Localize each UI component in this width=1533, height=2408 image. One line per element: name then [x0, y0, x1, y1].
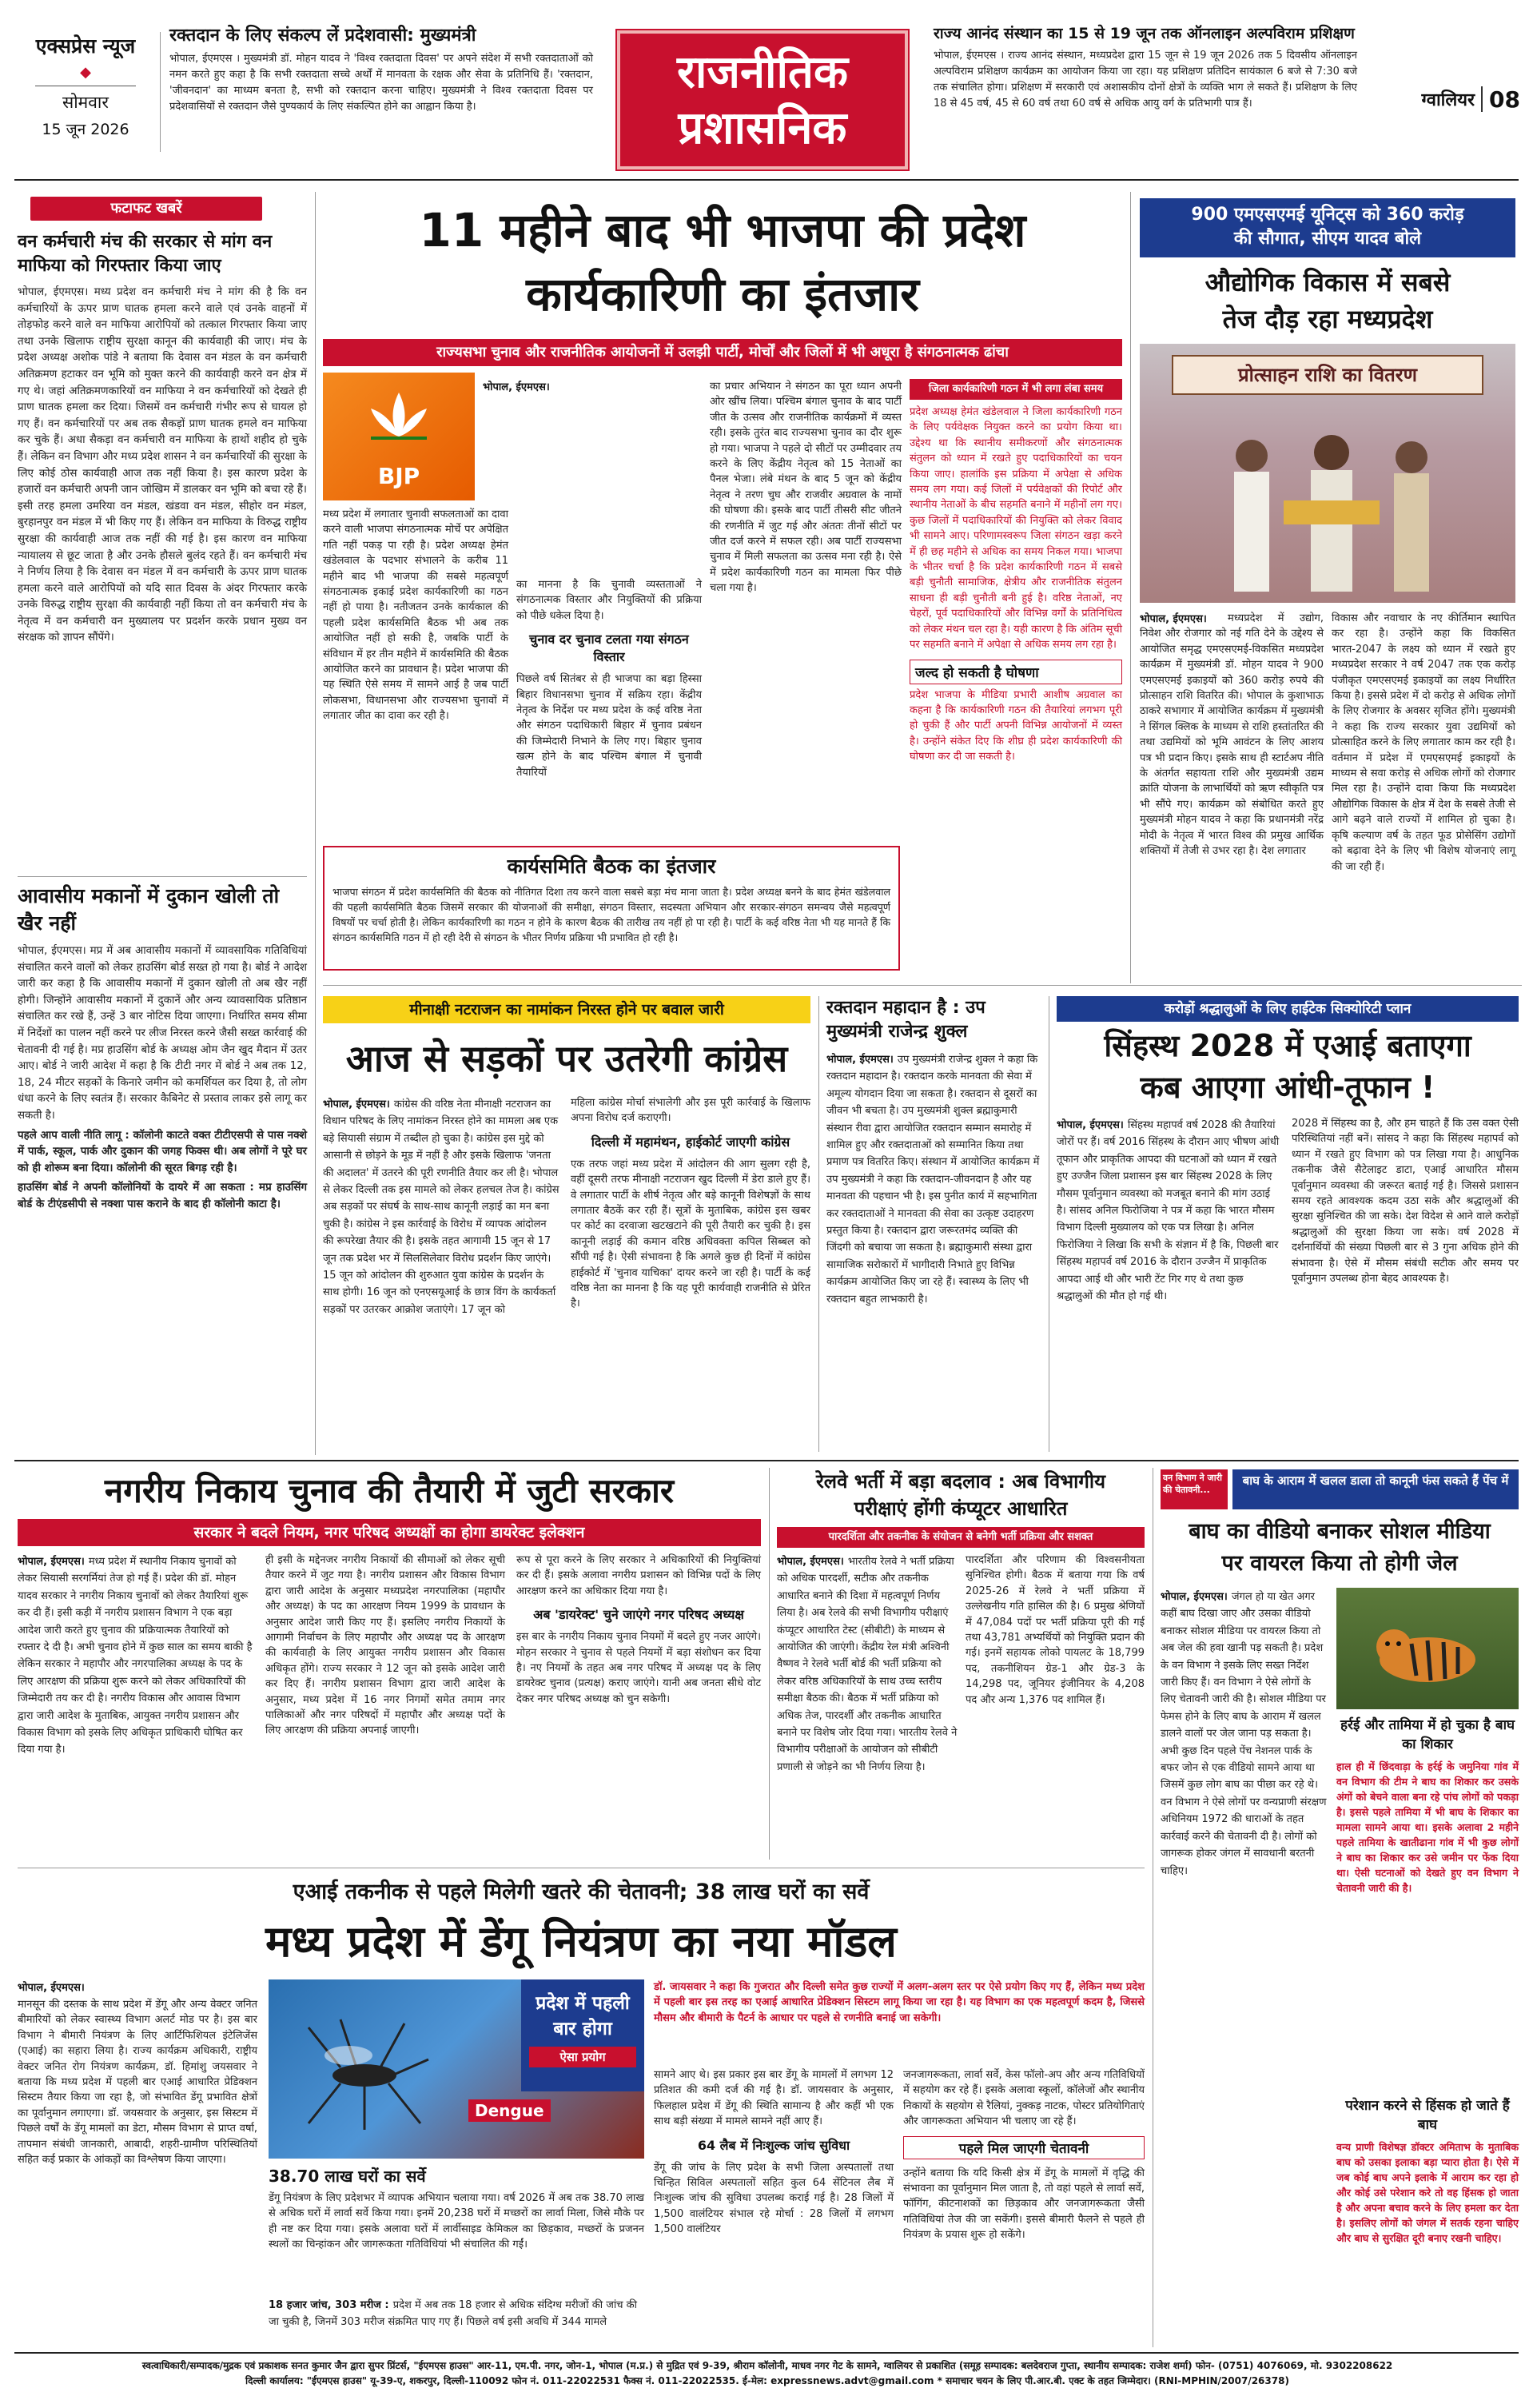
nagariya-col3: रूप से पूरा करने के लिए सरकार ने अधिकारियों की नियुक्तियां कर दी हैं। इसके अलावा नगरीय प्रशासन को विभिन्न पदों के लिए आरक्षण करने का अधिकार दिया गया है। अब 'डायरेक्ट' चुने जाएंगे नगर परिषद अध्यक्ष इस बार के नगरीय निकाय चुनाव नियमों में बदले हुए नजर आएंगे। मोहन सरकार ने चुनाव से पहले नियमों में बड़ा संशोधन कर दिया है। नए नियमों के तहत अब नगर परिषद में अध्यक्ष पद के लिए डायरेक्ट चुनाव (प्रत्यक्ष) कराए जाएंगे। यानी अब जनता सीधे वोट देकर नगर परिषद अध्यक्ष को चुन सकेगी। [516, 1554, 761, 1705]
railway-deck: पारदर्शिता और तकनीक के संयोजन से बनेगी भर्ती प्रक्रिया और सशक्त [777, 1527, 1145, 1548]
quick-news-label: फटाफट खबरें [30, 197, 262, 221]
tiger-sub-body: वन्य प्राणी विशेषज्ञ डॉक्टर अमिताभ के मुताबिक बाघ को उसका इलाका बड़ा प्यारा होता है। ऐसे में जब कोई बाघ अपने इलाके में आराम कर रहा हो और कोई उसे परेशान करे तो वह हिंसक हो जाता है और अपना बचाव करने के लिए हमला कर देता है। इसलिए लोगों को जंगल में सतर्क रहना चाहिए और बाघ से सुरक्षित दूरी बनाए रखनी चाहिए। [1336, 2141, 1519, 2244]
lead-headline [323, 198, 1122, 326]
masthead-right-headline: राज्य आनंद संस्थान का 15 से 19 जून तक ऑनलाइन अल्पविराम प्रशिक्षण [934, 25, 1355, 42]
dengue-headline: मध्य प्रदेश में डेंगू नियंत्रण का नया मॉडल [265, 1916, 897, 1967]
dengue-col1: भोपाल, ईएमएस। मानसून की दस्तक के साथ प्रदेश में डेंगू और अन्य वेक्टर जनित बीमारियों को लेकर स्वास्थ्य विभाग अलर्ट मोड पर है। इस बार विभाग ने बीमारी नियंत्रण के लिए आर्टिफिशियल इंटेलिजेंस (एआई) का सहारा लिया है। राज्य कार्यक्रम अधिकारी, राष्ट्रीय वेक्टर जनित रोग नियंत्रण कार्यक्रम, डॉ. हिमांशु जयसवार ने बताया कि मध्य प्रदेश में पहली बार एआई आधारित प्रेडिक्शन सिस्टम तैयार किया जा रहा है, जो संभावित डेंगू प्रभावित क्षेत्रों का पूर्वानुमान लगाएगा। डॉ. जयसवार के अनुसार, इस सिस्टम में पिछले वर्षों के डेंगू मामलों का डेटा, मौसम विभाग से प्राप्त वर्षा, तापमान संबंधी जानकारी, आबादी, शहरी-ग्रामीण परिस्थितियों सहित कई प्रकार के आंकड़ों का विश्लेषण किया जाएगा। [18, 1982, 257, 2167]
congress-col1: भोपाल, ईएमएस। कांग्रेस की वरिष्ठ नेता मीनाक्षी नटराजन का विधान परिषद के लिए नामांकन निरस्त होने का मामला अब एक बड़े सियासी संग्राम में तब्दील हो चुका है। कांग्रेस इस मुद्दे को आसानी से छोड़ने के मूड में नहीं है और इसके खिलाफ 'जनता की अदालत' में उतरने की पूरी रणनीति तैयार कर ली है। भोपाल से लेकर दिल्ली तक इस मामले को लेकर हलचल तेज है। कांग्रेस अब सड़कों पर संघर्ष के साथ-साथ कानूनी लड़ाई का मन बना चुकी है। कांग्रेस ने इस कार्रवाई के विरोध में व्यापक आंदोलन की रूपरेखा तैयार की है। इसके तहत आगामी 15 जून से 17 जून तक प्रदेश भर में सिलसिलेवार विरोध प्रदर्शन किए जाएंगे। 15 जून को आंदोलन की शुरुआत युवा कांग्रेस के प्रदर्शन के साथ होगी। 16 जून को एनएसयूआई के छात्र विंग के कार्यकर्ता सड़कों पर उतरकर आक्रोश जताएंगे। 17 जून को [323, 1098, 559, 1316]
housing-sub2: हाउसिंग बोर्ड ने अपनी कॉलोनियों के दायरे में आ सकता : मप्र हाउसिंग बोर्ड के टीएंडसीपी से नक्शा पास कराने के बाद ही कॉलोनी काटा है। [18, 1182, 307, 1210]
masthead-left-story [169, 22, 593, 115]
dengue-kicker: एआई तकनीक से पहले मिलेगी खतरे की चेतावनी; 38 लाख घरों का सर्वे [293, 1880, 870, 1904]
nagariya-col2: ही इसी के मद्देनजर नगरीय निकायों की सीमाओं को लेकर सूची तैयार करने में जुट गया है। नगरीय प्रशासन और विकास विभाग द्वारा जारी आदेश के अनुसार मध्यप्रदेश नगरपालिका (महापौर और अध्यक्ष) के पद का आरक्षण नियम 1999 के प्रावधान के अनुसार आदेश जारी किए गए हैं। इसलिए नगरीय निकायों के आगामी निर्वाचन के लिए महापौर और अध्यक्ष पद के आरक्षण की कार्यवाही के लिए आयुक्त नगरीय प्रशासन और विकास अधिकृत होंगे। राज्य सरकार ने 12 जून को इसके आदेश जारी कर दिए हैं। नगरीय प्रशासन विभाग द्वारा जारी आदेश के अनुसार, मध्य प्रदेश में 16 नगर निगमों समेत तमाम नगर पालिकाओं और नगर परिषदों में महापौर और अध्यक्ष पदों के लिए आरक्षण की प्रक्रिया अपनाई जाएगी। [265, 1554, 505, 1737]
lead-side-body: प्रदेश अध्यक्ष हेमंत खंडेलवाल ने जिला कार्यकारिणी गठन के लिए पर्यवेक्षक नियुक्त करने का प्रयोग किया था। उद्देश्य था कि स्थानीय समीकरणों और संगठनात्मक संतुलन को ध्यान में रखते हुए पदाधिकारियों का चयन किया जाए। हालांकि इस प्रक्रिया में अपेक्षा से अधिक समय लग गया। कई जिलों में पर्यवेक्षकों की रिपोर्ट और स्थानीय नेताओं के बीच सहमति बनाने में महीनों लग गए। कुछ जिलों में पदाधिकारियों की नियुक्ति को लेकर विवाद भी सामने आए। परिणामस्वरूप जिला संगठन खड़ा करने में ही छह महीने से अधिक का समय निकल गया। भाजपा के भीतर चर्चा है कि प्रदेश कार्यकारिणी गठन में सबसे बड़ी चुनौती सामाजिक, क्षेत्रीय और राजनीतिक संतुलन साधना ही बड़ी चुनौती बनी हुई है। वरिष्ठ नेताओं, नए चेहरों, पूर्व पदाधिकारियों और विभिन्न वर्गों के प्रतिनिधित्व को लेकर मंथन चल रहा है। यही कारण है कि अंतिम सूची पर सहमति बनाने में अपेक्षा से अधिक समय लग रहा है। [910, 406, 1122, 652]
bjp-photo-label: BJP [377, 463, 420, 489]
congress-col2: महिला कांग्रेस मोर्चा संभालेगी और इस पूरी कार्रवाई के खिलाफ अपना विरोध दर्ज कराएगी। दिल्ली में महामंथन, हाईकोर्ट जाएगी कांग्रेस एक तरफ जहां मध्य प्रदेश में आंदोलन की आग सुलग रही है, वहीं दूसरी तरफ मीनाक्षी नटराजन खुद दिल्ली में डेरा डाले हुए हैं। वे लगातार पार्टी के शीर्ष नेतृत्व और बड़े कानूनी विशेषज्ञों के साथ लगातार बैठकें कर रही हैं। सूत्रों के मुताबिक, कांग्रेस इस खबर पर कोर्ट का दरवाजा खटखटाने की पूरी तैयारी कर चुकी है। इस कानूनी लड़ाई की कमान वरिष्ठ अधिवक्ता कपिल सिब्बल को सौंपी गई है। ऐसी संभावना है कि अगले कुछ ही दिनों में कांग्रेस हाईकोर्ट में 'चुनाव याचिका' दायर करने जा रही है। पार्टी के कई वरिष्ठ नेता का मानना है कि यह पूरी कार्यवाही राजनीति से प्रेरित है। [571, 1097, 810, 1310]
simhastha-headline: सिंहस्थ 2028 में एआई बताएगा कब आएगा आंधी-तूफान ! [1104, 1028, 1471, 1105]
railway-col1: भोपाल, ईएमएस। भारतीय रेलवे ने भर्ती प्रक्रिया को अधिक पारदर्शी, सटीक और तकनीक आधारित बनाने की दिशा में महत्वपूर्ण निर्णय लिया है। अब रेलवे की सभी विभागीय परीक्षाएं कंप्यूटर आधारित टेस्ट (सीबीटी) के माध्यम से आयोजित की जाएंगी। केंद्रीय रेल मंत्री अश्विनी वैष्णव ने रेलवे भर्ती बोर्ड की भर्ती प्रक्रिया को लेकर वरिष्ठ अधिकारियों के साथ उच्च स्तरीय समीक्षा बैठक की। बैठक में भर्ती प्रक्रिया को अधिक तेज, पारदर्शी और तकनीक आधारित बनाने पर विशेष जोर दिया गया। भारतीय रेलवे ने विभागीय परीक्षाओं के आयोजन को सीबीटी प्रणाली से जोड़ने का भी निर्णय लिया है। [777, 1556, 958, 1773]
footer-line1: स्वत्वाधिकारी/सम्पादक/मुद्रक एवं प्रकाशक सनत कुमार जैन द्वारा सुपर प्रिंटर्स, "ईएमएस हाउस" आर-11, एम.पी. नगर, जोन-1, भोपाल (म.प्र.) से मुद्रित एवं 9-39, श्रीराम कॉलोनी, माधव नगर गेट के सामने, ग्वालियर से प्रकाशित (समूह सम्पादक: बलदेवराज गुप्ता, स्थानीय सम्पादक: राजेश शर्मा) फोन- (0751) 4076069, मो. 9302208622 [141, 2360, 1393, 2371]
nagariya-col1: भोपाल, ईएमएस। मध्य प्रदेश में स्थानीय निकाय चुनावों को लेकर सियासी सरगर्मियां तेज हो गई हैं। प्रदेश की डॉ. मोहन यादव सरकार ने नगरीय निकाय चुनावों को लेकर तैयारियां शुरू कर दी हैं। इसी कड़ी में नगरीय प्रशासन विभाग ने एक बड़ा आदेश जारी करते हुए चुनाव की प्रक्रियात्मक तैयारियों को रफ्तार दे दी है। अभी चुनाव होने में कुछ साल का समय बाकी है लेकिन सरकार ने महापौर और नगरपालिका अध्यक्ष के पद के लिए आरक्षण की प्रक्रिया शुरू करने को लेकर अधिकारियों की जिम्मेदारी तय कर दी है। नगरीय विकास और आवास विभाग द्वारा जारी आदेश के मुताबिक, आयुक्त नगरीय प्रशासन और विकास विभाग को इसके लिए अधिकृत प्राधिकारी घोषित कर दिया गया है। [18, 1556, 253, 1756]
msme-col1: मध्यप्रदेश में उद्योग, निवेश और रोजगार को नई गति देने के उद्देश्य से आयोजित समृद्ध एमएसएमई-विकसित मध्यप्रदेश कार्यक्रम में मुख्यमंत्री डॉ. मोहन यादव ने 900 एमएसएमई इकाइयों को 360 करोड़ रुपये की प्रोत्साहन राशि वितरित की। भोपाल के कुशाभाऊ ठाकरे सभागार में आयोजित कार्यक्रम में मुख्यमंत्री ने सिंगल क्लिक के माध्यम से राशि हस्तांतरित की तथा उद्यमियों को भूमि आवंटन के लिए आशय पत्र भी प्रदान किए। इसके साथ ही स्टार्टअप नीति के अंतर्गत सहायता राशि और मुख्यमंत्री उद्यम क्रांति योजना के लाभार्थियों को ऋण स्वीकृति पत्र भी सौंपे गए। कार्यक्रम को संबोधित करते हुए मुख्यमंत्री मोहन यादव ने कहा कि प्रधानमंत्री नरेंद्र मोदी के नेतृत्व में भारत विश्व की प्रमुख आर्थिक शक्तियों में तेजी से उभर रहा है। देश लगातार [1140, 612, 1324, 858]
lead-box-title: कार्यसमिति बैठक का इंतजार [507, 855, 716, 878]
brand-ornament-icon: ◆ [80, 64, 91, 81]
congress-kicker: मीनाक्षी नटराजन का नामांकन निरस्त होने पर बवाल जारी [323, 996, 810, 1023]
lead-col3: का प्रचार अभियान ने संगठन का पूरा ध्यान अपनी ओर खींच लिया। पश्चिम बंगाल चुनाव के बाद पार्टी जीत के उत्सव और राजनीतिक कार्यक्रमों में व्यस्त रही। इसके तुरंत बाद राज्यसभा चुनाव का दौर शुरू हो गया। भाजपा ने पहले दो सीटों पर उम्मीदवार तय करने के लिए केंद्रीय नेतृत्व को 15 नेताओं का पैनल भेजा। लंबे मंथन के बाद 5 जून को केंद्रीय नेतृत्व ने तरण चुघ और राजवीर अग्रवाल के नामों की घोषणा की। इसके बाद पार्टी तीसरी सीट जीतने की रणनीति में जुट गई और अंततः तीनों सीटों पर जीत दर्ज करने में सफल रही। अब पार्टी राज्यसभा चुनाव में मिली सफलता का उत्सव मना रही है। ऐसे में प्रदेश कार्यकारिणी गठन का मामला फिर पीछे चला गया है। [710, 381, 902, 595]
lead-side-sub-body: प्रदेश भाजपा के मीडिया प्रभारी आशीष अग्रवाल का कहना है कि कार्यकारिणी गठन की तैयारियां लगभग पूरी हो चुकी हैं और पार्टी अपनी विभिन्न आयोजनों में व्यस्त है। उन्होंने संकेत दिए कि शीघ्र ही प्रदेश कार्यकारिणी की घोषणा कर दी जा सकती है। [910, 688, 1122, 763]
dengue-sub4: पहले मिल जाएगी चेतावनी [903, 2136, 1145, 2159]
simhastha-col1: भोपाल, ईएमएस। सिंहस्थ महापर्व वर्ष 2028 की तैयारियां जोरों पर हैं। वर्ष 2016 सिंहस्थ के दौरान आए भीषण आंधी तूफान और प्राकृतिक आपदा की घटनाओं को ध्यान में रखते हुए उज्जैन जिला प्रशासन इस बार सिंहस्थ 2028 के लिए मौसम पूर्वानुमान व्यवस्था को मजबूत बनाने की मांग उठाई है। सांसद अनिल फिरोजिया ने पत्र में कहा कि भारत मौसम विभाग दिल्ली मुख्यालय को एक पत्र लिखा है। अनिल फिरोजिया ने लिखा कि सभी के संज्ञान में है कि, पिछली बार सिंहस्थ महापर्व वर्ष 2016 के दौरान उज्जैन में प्राकृतिक आपदा आई थी और भारी टेंट गिर गए थे तथा कुछ श्रद्धालुओं की मौत हो गई थी। [1057, 1119, 1280, 1303]
dengue-sub3: 64 लैब में निःशुल्क जांच सुविधा [697, 2137, 850, 2153]
page-number: 08 [1489, 86, 1520, 113]
dengue-sub1-body: डेंगू नियंत्रण के लिए प्रदेशभर में व्यापक अभियान चलाया गया। वर्ष 2026 में अब तक 38.70 लाख से अधिक घरों में लार्वा सर्वे किया गया। इनमें 20,238 घरों में मच्छरों का लार्वा मिला, जिसे मौके पर ही नष्ट कर दिया गया। इसके अलावा घरों में लार्वीसाइड केमिकल का छिड़काव, मच्छरों के प्रजनन स्थलों का चिन्हांकन और जागरूकता गतिविधियां भी संचालित की गईं। [269, 2192, 644, 2251]
lead-side-sub: जल्द हो सकती है घोषणा [910, 660, 1122, 684]
lead-headline-line2: कार्यकारिणी का इंतजार [526, 267, 919, 321]
date-label: 15 जून 2026 [42, 121, 129, 138]
msme-headline: औद्योगिक विकास में सबसे तेज दौड़ रहा मध्यप्रदेश [1204, 267, 1451, 334]
masthead-left-headline: रक्तदान के लिए संकल्प लें प्रदेशवासी: मुख्यमंत्री [169, 26, 476, 46]
tiger-sub: परेशान करने से हिंसक हो जाते हैं बाघ [1345, 2098, 1510, 2133]
bjp-photo [323, 373, 475, 500]
msme-kicker: 900 एमएसएमई यूनिट्स को 360 करोड़ की सौगात, सीएम यादव बोले [1140, 198, 1515, 257]
housing-story [18, 883, 307, 1214]
nagariya-sub: अब 'डायरेक्ट' चुने जाएंगे नगर परिषद अध्यक्ष [533, 1607, 744, 1623]
nagariya-headline: नगरीय निकाय चुनाव की तैयारी में जुटी सरकार [104, 1471, 675, 1510]
congress-headline: आज से सड़कों पर उतरेगी कांग्रेस [345, 1037, 788, 1080]
msme-event-photo [1140, 344, 1515, 603]
brand-block [18, 32, 153, 152]
lead-dateline: भोपाल, ईएमएस। [483, 381, 550, 393]
masthead-right-story [934, 22, 1357, 112]
footer [18, 2358, 1517, 2389]
tiger-kicker: बाघ के आराम में खलल डाला तो कानूनी फंस सकते हैं पेंच में [1232, 1469, 1519, 1509]
housing-headline: आवासीय मकानों में दुकान खोली तो खैर नहीं [18, 884, 280, 935]
dengue-photo-label: Dengue [468, 2099, 551, 2122]
masthead-right-body: भोपाल, ईएमएस । राज्य आनंद संस्थान, मध्यप्रदेश द्वारा 15 जून से 19 जून 2026 तक 5 दिवसीय ऑनलाइन अल्पविराम प्रशिक्षण कार्यक्रम का आयोजन किया जा रहा। यह प्रशिक्षण प्रतिदिन सायंकाल 6 बजे से 7:30 बजे तक संचालित होगा। प्रशिक्षण में सरकारी एवं अशासकीय दोनों क्षेत्रों के व्यक्ति भाग ले सकते हैं। प्रशिक्षण के लिए 18 से 45 वर्ष, 45 से 60 वर्ष तथा 60 वर्ष से अधिक आयु वर्ग के प्रतिभागी पात्र हैं। [934, 50, 1357, 110]
msme-dateline: भोपाल, ईएमएस। [1140, 613, 1207, 625]
forest-story [18, 230, 307, 647]
tiger-headline: बाघ का वीडियो बनाकर सोशल मीडिया पर वायरल किया तो होगी जेल [1189, 1519, 1491, 1576]
city-name: ग्वालियर [1421, 90, 1475, 110]
bjp-lotus-icon [363, 389, 435, 445]
lead-sub-a: चुनाव दर चुनाव टलता गया संगठन विस्तार [529, 632, 689, 665]
lead-col1: मध्य प्रदेश में लगातार चुनावी सफलताओं का दावा करने वाली भाजपा संगठनात्मक मोर्चे पर अपेक्षित गति नहीं पकड़ पा रही है। प्रदेश अध्यक्ष हेमंत खंडेलवाल के पदभार संभालने के करीब 11 महीने बाद भी भाजपा की सबसे महत्वपूर्ण संगठनात्मक इकाई प्रदेश कार्यकारिणी का गठन नहीं हो पाया है। नतीजतन उनके कार्यकाल की पहली प्रदेश कार्यसमिति बैठक भी अब तक आयोजित नहीं हो सकी है, जबकि पार्टी के संविधान में हर तीन महीने में कार्यसमिति की बैठक आयोजित करने का प्रावधान है। प्रदेश भाजपा की यह स्थिति ऐसे समय में सामने आई है जब पार्टी लोकसभा, विधानसभा और राज्यसभा चुनावों में लगातार जीत का दावा कर रही है। [323, 508, 508, 723]
simhastha-kicker: करोड़ों श्रद्धालुओं के लिए हाईटेक सिक्योरिटी प्लान [1057, 996, 1519, 1022]
footer-line2: दिल्ली कार्यालय: "ईएमएस हाउस" यू-39-ए, शकरपुर, दिल्ली-110092 फोन नं. 011-22022531 फैक्स नं. 011-22022535. ई-मेल: expressnews.advt@gmail.com * समाचार चयन के लिए पी.आर.बी. एक्ट के तहत जिम्मेदार। (RNI-MPHIN/2007/26378) [245, 2375, 1289, 2386]
dengue-poster: प्रदेश में पहली बार होगा ऐसा प्रयोग [521, 1979, 644, 2091]
lead-deck: राज्यसभा चुनाव और राजनीतिक आयोजनों में उलझी पार्टी, मोर्चों और जिलों में भी अधूरा है संगठनात्मक ढांचा [323, 339, 1122, 366]
lead-headline-line1: 11 महीने बाद भी भाजपा की प्रदेश [419, 203, 1026, 257]
mosquito-icon [293, 2011, 436, 2131]
lead-box-body: भाजपा संगठन में प्रदेश कार्यसमिति की बैठक को नीतिगत दिशा तय करने वाला सबसे बड़ा मंच माना जाता है। प्रदेश अध्यक्ष बनने के बाद हेमंत खंडेलवाल की पहली कार्यसमिति बैठक जिसमें सरकार की योजनाओं की समीक्षा, संगठन विस्तार, सदस्यता अभियान और सरकार-संगठन समन्वय जैसे महत्वपूर्ण विषयों पर चर्चा होती है। लेकिन कार्यकारिणी का गठन न होने के कारण बैठक की तारीख तय नहीं हो पा रही है। पार्टी के कई वरिष्ठ नेता भी यह मानते हैं कि संगठन कार्यसमिति गठन में हो रही देरी से संगठन के भीतर निर्णय प्रक्रिया भी प्रभावित हो रही है। [332, 886, 890, 943]
dengue-col2-top: डॉ. जायसवार ने कहा कि गुजरात और दिल्ली समेत कुछ राज्यों में अलग-अलग स्तर पर ऐसे प्रयोग किए गए हैं, लेकिन मध्य प्रदेश में पहली बार इस तरह का एआई आधारित प्रेडिक्शन सिस्टम लागू किया जा रहा है। यह विभाग का एक महत्वपूर्ण कदम है, जिससे मौसम और बीमारी के पैटर्न के आधार पर पहले से रणनीति बनाई जा सकेगी। [654, 1981, 1145, 2024]
simhastha-col2: 2028 में सिंहस्थ का है, और हम चाहते हैं कि उस वक्त ऐसी परिस्थितियां नहीं बनें। सांसद ने कहा कि सिंहस्थ महापर्व को ध्यान में रखते हुए विभाग को पत्र लिखा गया है। आधुनिक तकनीक जैसे सैटेलाइट डाटा, एआई आधारित मौसम पूर्वानुमान व्यवस्था की जरूरत बताई गई है। जिससे प्रशासन समय रहते आवश्यक कदम उठा सके और श्रद्धालुओं की सुरक्षा सुनिश्चित की जा सके। देश विदेश से आने वाले करोड़ों श्रद्धालुओं की सुरक्षा किया जा सके। वर्ष 2028 में दर्शनार्थियों की संख्या पिछली बार से 3 गुना अधिक होने की संभावना है। ऐसे में मौसम संबंधी सटीक और समय पर पूर्वानुमान उपलब्ध होना बेहद आवश्यक है। [1292, 1118, 1519, 1286]
dengue-col3: जनजागरूकता, लार्वा सर्वे, केस फॉलो-अप और अन्य गतिविधियों में सहयोग कर रहे हैं। इसके अलावा स्कूलों, कॉलेजों और स्थानीय निकायों के सहयोग से रैलियां, नुक्कड़ नाटक, पोस्टर प्रतियोगिताएं और जागरूकता अभियान भी चलाए जा रहे हैं। पहले मिल जाएगी चेतावनी उन्होंने बताया कि यदि किसी क्षेत्र में डेंगू के मामलों में वृद्धि की संभावना का पूर्वानुमान मिल जाता है, तो वहां पहले से लार्वा सर्वे, फॉगिंग, कीटनाशकों का छिड़काव और जनजागरूकता जैसी गतिविधियां तेज की जा सकेंगी। इससे बीमारी फैलने से पहले ही नियंत्रण के प्रयास शुरू हो सकेंगे। [903, 2069, 1145, 2242]
msme-col2: विकास और नवाचार के नए कीर्तिमान स्थापित कर रहा है। उन्होंने कहा कि विकसित भारत-2047 के लक्ष्य को ध्यान में रखते हुए मध्यप्रदेश सरकार ने वर्ष 2047 तक एक करोड़ पंजीकृत एमएसएमई इकाइयों का लक्ष्य निर्धारित किया है। इससे प्रदेश में दो करोड़ से अधिक लोगों के लिए रोजगार के अवसर सृजित होंगे। मुख्यमंत्री ने कहा कि राज्य सरकार युवा उद्यमियों को प्रोत्साहित करने के लिए लगातार काम कर रही है। वर्तमान में प्रदेश में एमएसएमई इकाइयों के माध्यम से सवा करोड़ से अधिक लोगों को रोजगार मिल रहा है। उन्होंने दावा किया कि मध्यप्रदेश औद्योगिक विकास के क्षेत्र में देश के सबसे तेजी से आगे बढ़ने वाले राज्यों में शामिल हो चुका है। कृषि कल्याण वर्ष के तहत फूड प्रोसेसिंग उद्योगों को बढ़ावा देने के लिए भी विशेष योजनाएं लागू की जा रही हैं। [1332, 612, 1515, 873]
brand-name: एक्सप्रेस न्यूज [35, 34, 136, 58]
forest-body: भोपाल, ईएमएस। मध्य प्रदेश वन कर्मचारी मंच ने मांग की है कि वन कर्मचारियों के ऊपर प्राण घातक हमला करने वाले एवं उनके वाहनों में तोड़फोड़ करने वाले वन माफिया आरोपियों को तत्काल गिरफ्तार किया जाए तथा उनके खिलाफ राष्ट्रीय सुरक्षा कानून की कार्यवाही की जाए। मंच के प्रदेश अध्यक्ष अशोक पांडे ने बताया कि देवास वन मंडल के वन कर्मचारी अतिक्रमण हटाकर वन भूमि को मुक्त करने की कार्यवाही करने वन क्षेत्र में गए थे। जहां अतिक्रमणकारियों वन माफिया ने वन कर्मचारियों को देखते ही प्राण घातक हमला कर दिया। जिसमें वन कर्मचारी गंभीर रूप से घायल हो गए हैं। वन कर्मचारियों पर अब तक सैकड़ों प्राण घातक हमले वन माफिया कर चुके हैं। अधा सैकड़ा वन कर्मचारी वन माफिया के हाथों शहीद हो चुके हैं। लेकिन वन विभाग और मध्य प्रदेश शासन ने वन कर्मचारियों की सुरक्षा के लिए कोई ठोस कार्यवाही आज तक नहीं किया है। इस कारण प्रदेश के हजारों वन कर्मचारी अपनी जान जोखिम में डालकर वन भूमि को बचा रहे हैं। इसी तरह हमला उमरिया वन मंडल, खंडवा वन मंडल, सीहोर वन मंडल, बुरहानपुर वन मंडल में भी किए गए हैं। लेकिन वन माफिया के विरुद्ध राष्ट्रीय सुरक्षा की कार्यवाही आज तक नहीं की गई है। इस कारण वन माफिया न्यायालय से छूट जाता है और उनके हौसले बुलंद रहते हैं। वन कर्मचारी मंच ने निर्णय लिया है कि देवास वन मंडल में वन कर्मचारी के ऊपर प्राण घातक हमला करने वाले आरोपियों को यदि सात दिवस के अंदर गिरफ्तार करके उनके विरुद्ध राष्ट्रीय सुरक्षा की कार्यवाही नहीं किया तो वन कर्मचारी मंच के नेतृत्व में वन कर्मचारी वन मुख्यालय पर प्रदर्शन करके प्रधान मुख्य वन संरक्षक को ज्ञापन सौंपेंगे। [18, 286, 307, 644]
day-label: सोमवार [62, 93, 109, 112]
dengue-sub1: 38.70 लाख घरों का सर्वे [269, 2167, 426, 2186]
lead-side-bar: जिला कार्यकारिणी गठन में भी लगा लंबा समय [910, 379, 1122, 400]
housing-body: भोपाल, ईएमएस। मप्र में अब आवासीय मकानों में व्यावसायिक गतिविधियां संचालित करने वालों को लेकर हाउसिंग बोर्ड सख्त हो गया है। बोर्ड ने आदेश जारी कर कहा है कि आवासीय मकानों में दुकान खोली तो अब खैर नहीं होगी। जिन्होंने आवासीय मकानों में दुकानें और अन्य व्यावसायिक प्रतिष्ठान संचालित कर रखे हैं, उन्हें 3 बार नोटिस दिया जाएगा। निर्धारित समय सीमा में निर्देशों का पालन नहीं करने पर लीज निरस्त करने जैसी सख्त कार्रवाई की चेतावनी दी गई है। मप्र हाउसिंग बोर्ड के अध्यक्ष ओम जैन खुद मैदान में उतर आए। बोर्ड ने जारी आदेश में कहा है कि टीटी नगर में बोर्ड ने अब तक 12, 18, 24 मीटर सड़कों के किनारे जमीन को कमर्शियल कर दिया है, तो लोग धंधा करने के लिए स्वतंत्र हैं। सरकार कैबिनेट से प्रस्ताव लाकर इसे लागू कर सकती है। [18, 945, 307, 1122]
housing-sub1: पहले आप वाली नीति लागू : कॉलोनी काटते वक्त टीटीएसपी से पास नक्शे में पार्क, स्कूल, पार्क और दुकान की जगह फिक्स थी। अब लोगों ने पूरे घर को ही शोरूम बना दिया। कॉलोनी की सूरत बिगड़ रही है। [18, 1129, 307, 1174]
nagariya-deck: सरकार ने बदले नियम, नगर परिषद अध्यक्षों का होगा डायरेक्ट इलेक्शन [18, 1519, 761, 1546]
blood-headline: रक्तदान महादान है : उप मुख्यमंत्री राजेन्द्र शुक्ल [826, 998, 986, 1042]
dengue-col2: सामने आए थे। इस प्रकार इस बार डेंगू के मामलों में लगभग 12 प्रतिशत की कमी दर्ज की गई है। डॉ. जायसवार के अनुसार, फिलहाल प्रदेश में डेंगू की स्थिति सामान्य है और कहीं भी एक साथ बड़ी संख्या में मामले सामने नहीं आए हैं। 64 लैब में निःशुल्क जांच सुविधा डेंगू की जांच के लिए प्रदेश के सभी जिला अस्पतालों तथा चिन्हित सिविल अस्पतालों सहित कुल 64 सेंटिनल लैब में निःशुल्क जांच की सुविधा उपलब्ध कराई गई है। 28 जिलों में 1,500 वालंटियर संभाल रहे मोर्चा : 28 जिलों में लगभग 1,500 वालंटियर [654, 2069, 894, 2236]
stage-people-icon [1204, 424, 1459, 592]
blood-story: रक्तदान महादान है : उप मुख्यमंत्री राजेन्द्र शुक्ल भोपाल, ईएमएस। उप मुख्यमंत्री राजेन्द्र शुक्ल ने कहा कि रक्तदान महादान है। रक्तदान करके मानवता की सेवा में अमूल्य योगदान दिया जा सकता है। रक्तदान से दूसरों का जीवन भी बचता है। उप मुख्यमंत्री शुक्ल ब्रह्माकुमारी संस्थान रीवा द्वारा आयोजित रक्तदान सम्मान समारोह में शामिल हुए और रक्तदाताओं को सम्मानित किया तथा प्रमाण पत्र वितरित किए। संस्थान में आयोजित कार्यक्रम में उप मुख्यमंत्री ने कहा कि रक्तदान-जीवनदान है और यह मानवता की पहचान भी है। इस पुनीत कार्य में सहभागिता कर रक्तदाताओं ने मानवता की सेवा का उत्कृष्ट उदाहरण प्रस्तुत किया है। रक्तदान द्वारा जरूरतमंद व्यक्ति की जिंदगी को बचाया जा सकता है। ब्रह्माकुमारी संस्था द्वारा सामाजिक सरोकारों में भागीदारी निभाते हुए विभिन्न कार्यक्रम आयोजित किए जा रहे हैं। स्वास्थ्य के लिए भी रक्तदान बहुत लाभकारी है। [826, 996, 1042, 1307]
tiger-caption-body: हाल ही में छिंदवाड़ा के हर्रई के जमुनिया गांव में वन विभाग की टीम ने बाघ का शिकार कर उसके अंगों को बेचने वाला बना रहे पांच लोगों को पकड़ा है। इससे पहले तामिया में भी बाघ के शिकार का मामला सामने आया था। इसके अलावा 2 महीने पहले तामिया के खातीढाना गांव में भी कुछ लोगों ने बाघ का शिकार कर उसे जमीन पर फेंक दिया था। ऐसी घटनाओं को देखते हुए वन विभाग ने चेतावनी जारी की है। [1336, 1760, 1519, 1894]
railway-headline: रेलवे भर्ती में बड़ा बदलाव : अब विभागीय परीक्षाएं होंगी कंप्यूटर आधारित [815, 1470, 1105, 1520]
tiger-photo [1336, 1588, 1519, 1709]
tiger-kicker-small: वन विभाग ने जारी की चेतावनी... [1161, 1469, 1228, 1509]
city-page-label [1368, 83, 1520, 115]
section-title-line1: राजनीतिक [677, 46, 848, 98]
lead-boxed-story [323, 846, 900, 971]
section-title-line2: प्रशासनिक [678, 102, 847, 154]
congress-sub: दिल्ली में महामंथन, हाईकोर्ट जाएगी कांग्रेस [591, 1134, 790, 1150]
section-title-box [617, 30, 908, 169]
masthead [0, 0, 1533, 177]
tiger-body: भोपाल, ईएमएस। जंगल हो या खेत अगर कहीं बाघ दिखा जाए और उसका वीडियो बनाकर सोशल मीडिया पर वायरल किया तो अब जेल की हवा खानी पड़ सकती है। प्रदेश के वन विभाग ने इसके लिए सख्त निर्देश जारी किए हैं। वन विभाग ने ऐसे लोगों के लिए चेतावनी जारी की है। सोशल मीडिया पर फेमस होने के लिए बाघ के आराम में खलल डालने वालों पर जेल जाना पड़ सकता है। अभी कुछ दिन पहले पेंच नेशनल पार्क के बफर जोन से एक वीडियो सामने आया था जिसमें कुछ लोग बाघ का पीछा कर रहे थे। वन विभाग ने ऐसे लोगों पर वन्यप्राणी संरक्षण अधिनियम 1972 की धाराओं के तहत कार्रवाई करने की चेतावनी दी है। लोगों को जागरूक होकर जंगल में सावधानी बरतनी चाहिए। [1161, 1591, 1327, 1877]
tiger-icon [1364, 1612, 1491, 1692]
dengue-sub2: 18 हजार जांच, 303 मरीज : [269, 2299, 389, 2311]
lead-side-panel [910, 379, 1122, 765]
dengue-sub2-wrap [269, 2296, 644, 2330]
lead-col2: का मानना है कि चुनावी व्यस्तताओं ने संगठनात्मक विस्तार और नियुक्तियों की प्रक्रिया को पीछे धकेल दिया है। चुनाव दर चुनाव टलता गया संगठन विस्तार पिछले वर्ष सितंबर से ही भाजपा का बड़ा हिस्सा बिहार विधानसभा चुनाव में सक्रिय रहा। केंद्रीय नेतृत्व के निर्देश पर मध्य प्रदेश के कई वरिष्ठ नेता और संगठन पदाधिकारी बिहार में चुनाव प्रबंधन की जिम्मेदारी निभाने के लिए गए। बिहार चुनाव खत्म होने के बाद पश्चिम बंगाल में चुनावी तैयारियों [516, 579, 702, 779]
dengue-sub2-body: प्रदेश में अब तक 18 हजार से अधिक संदिग्ध मरीजों की जांच की जा चुकी है, जिनमें 303 मरीज संक्रमित पाए गए हैं। पिछले वर्ष इसी अवधि में 344 मामले [269, 2299, 637, 2329]
masthead-left-body: भोपाल, ईएमएस । मुख्यमंत्री डॉ. मोहन यादव ने 'विश्व रक्तदाता दिवस' पर अपने संदेश में सभी रक्तदाताओं को नमन करते हुए कहा है कि सभी रक्तदाता सच्चे अर्थों में मानवता के रक्षक और सेवा के प्रतिनिधि हैं। 'रक्तदान, 'जीवनदान' का माध्यम बनता है, सभी को रक्तदान करना चाहिए। मुख्यमंत्री ने विश्व रक्तदाता दिवस पर प्रदेशवासियों से रक्तदान जैसे पुण्यकार्य के लिए संकल्पित होने का आह्वान किया है। [169, 53, 593, 113]
forest-headline: वन कर्मचारी मंच की सरकार से मांग वन माफिया को गिरफ्तार किया जाए [18, 232, 273, 276]
msme-banner: प्रोत्साहन राशि का वितरण [1172, 355, 1483, 395]
tiger-photo-caption: हर्रई और तामिया में हो चुका है बाघ का शिकार [1340, 1717, 1515, 1752]
railway-col2: पारदर्शिता और परिणाम की विश्वसनीयता सुनिश्चित होगी। बैठक में बताया गया कि वर्ष 2025-26 में रेलवे ने भर्ती प्रक्रिया में उल्लेखनीय गति हासिल की है। 6 प्रमुख श्रेणियों में 47,084 पदों पर भर्ती प्रक्रिया पूरी की गई तथा 43,781 अभ्यर्थियों को नियुक्ति प्रदान की गई। इनमें सहायक लोको पायलट के 18,799 पद, तकनीशियन ग्रेड-1 और ग्रेड-3 के 14,298 पद, जूनियर इंजीनियर के 4,208 पद और अन्य 1,376 पद शामिल हैं। [966, 1554, 1145, 1706]
